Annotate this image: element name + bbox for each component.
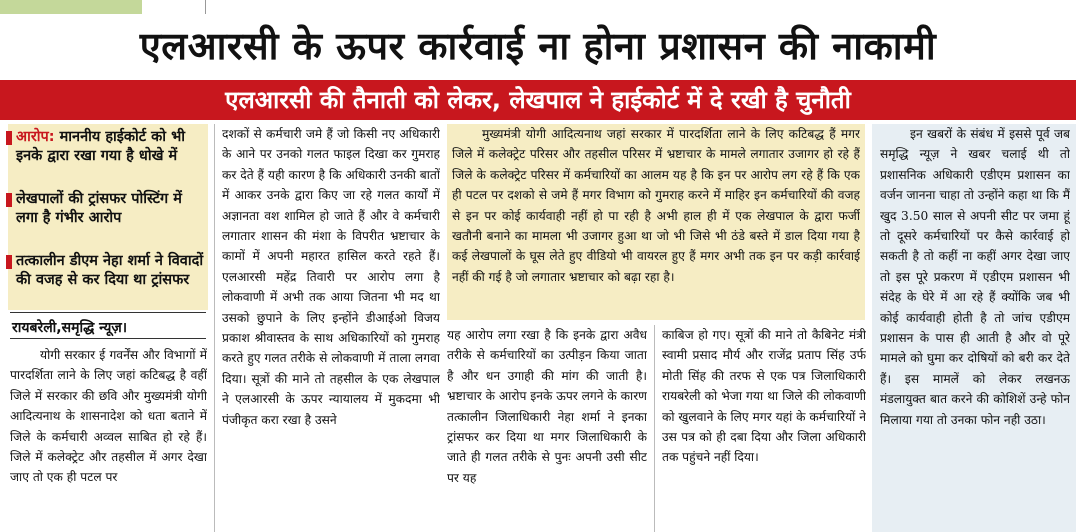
byline-rule — [10, 338, 206, 339]
highlight-item — [16, 190, 206, 228]
article-paragraph: इन खबरों के संबंध में इससे पूर्व जब समृद्धि न्यूज़ ने खबर चलाई थी तो प्रशासनिक अधिकारी एडीएम प्रशासन का वर्जन जानना चाहा तो उन्होंने कहा था कि मैं खुद 3.50 साल से अपनी सीट पर जमा हूं तो दूसरे कर्मचारियों पर कैसे कार्रवाई हो सकती है तो कहीं ना कहीं अगर देखा जाए तो इस पूरे प्रकरण में एडीएम प्रशासन भी संदेह के घेरे में आ रहे हैं क्योंकि जब भी कोई कार्यवाही होती है तो जांच एडीएम प्रशासन के पास ही आती है और वो पूरे मामले को घुमा कर दोषियों को बरी कर देते हैं। इस मामलें को लेकर लखनऊ मंडलायुक्त बात करने की कोशिशें उन्हे फोन मिलाया गया तो उनका फोन नही उठा। — [880, 127, 1070, 427]
article-column — [447, 325, 647, 531]
red-bullet-icon — [6, 131, 12, 145]
red-bullet-icon — [6, 193, 12, 207]
callout-paragraph: मुख्यमंत्री योगी आदित्यनाथ जहां सरकार में पारदर्शिता लाने के लिए कटिबद्ध हैं मगर जिले में कलेक्ट्रेट परिसर और तहसील परिसर में भ्रष्टाचार के मामले लगातार उजागर हो रहे हैं जिले के कलेक्ट्रेट परिसर में कर्मचारियों का आलम यह है कि इन पर आरोप लग रहे हैं कि एक ही पटल पर दशको से जमे हैं मगर विभाग को गुमराह करने में माहिर इन कर्मचारियों की वजह से इन पर कोई कार्यवाही नहीं हो पा रही है अभी हाल ही में एक लेखपाल के द्वारा फर्जी खतौनी बनाने का मामला भी उजागर हुआ था जो भी जिसे भी ठंडे बस्ते में डाल दिया गया है कई लेखपालों के घूस लेते हुए वीडियो भी वायरल हुए हैं मगर अभी तक इन पर कड़ी कार्रवाई नहीं की गई है जो लगातार भ्रष्टाचार को बढ़ा रहा है। — [452, 127, 860, 284]
column-divider — [205, 0, 206, 14]
article-column — [10, 345, 207, 531]
red-bullet-icon — [6, 255, 12, 269]
highlight-item — [16, 252, 206, 290]
highlight-item — [16, 128, 206, 166]
article-paragraph: योगी सरकार ई गवर्नेंस और विभागों में पारदर्शिता लाने के लिए जहां कटिबद्ध है वहीं जिले में सरकार की छवि और मुख्यमंत्री योगी आदित्यनाथ के शासनादेश को धता बताने में जिले के कर्मचारी अव्वल साबित हो रहे हैं। जिले में कलेक्ट्रेट और तहसील में अगर देखा जाए तो एक ही पटल पर — [10, 348, 207, 485]
article-column — [222, 124, 440, 532]
highlight-text: तत्कालीन डीएम नेहा शर्मा ने विवादों की वजह से कर दिया था ट्रांसफर — [16, 253, 204, 288]
article-paragraph: काबिज हो गए। सूत्रों की माने तो कैबिनेट मंत्री स्वामी प्रसाद मौर्य और राजेंद्र प्रताप सिंह उर्फ मोती सिंह की तरफ से एक पत्र जिलाधिकारी रायबरेली को भेजा गया था जिले की लोकवाणी को खुलवाने के लिए मगर यहां के कर्मचारियों ने उस पत्र को ही दबा दिया और जिला अधिकारी तक पहुंचने नहीं दिया। — [662, 328, 866, 465]
headline: एलआरसी के ऊपर कार्रवाई ना होना प्रशासन की नाकामी — [139, 24, 937, 68]
highlight-text: माननीय हाईकोर्ट को भी इनके द्वारा रखा गया है धोखे में — [16, 129, 186, 164]
article-column — [662, 325, 866, 531]
byline-rule — [10, 312, 206, 313]
top-green-band — [0, 0, 142, 14]
byline: रायबरेली,समृद्धि न्यूज़। — [12, 320, 128, 336]
column-divider — [214, 124, 215, 532]
callout-text — [452, 124, 860, 318]
highlight-text: लेखपालों की ट्रांसफर पोस्टिंग में लगा है गंभीर आरोप — [16, 191, 182, 226]
article-column — [880, 124, 1070, 530]
highlight-prefix: आरोप: — [16, 129, 55, 145]
article-paragraph: दशकों से कर्मचारी जमे हैं जो किसी नए अधिकारी के आने पर उनको गलत फाइल दिखा कर गुमराह कर देते हैं यही कारण है कि अधिकारी उनकी बातों में आकर उनके द्वारा किए जा रहे गलत कार्यों में अज्ञानता वश शामिल हो जाते हैं और वे कर्मचारी लगातार शासन की मंशा के विपरीत भ्रष्टाचार के कामों में अपनी महारत हासिल करते रहते हैं। एलआरसी महेंद्र तिवारी पर आरोप लगा है लोकवाणी में अभी तक आया जितना भी मद था उसको छुपाने के लिए इन्होंने डीआईओ विजय प्रकाश श्रीवास्तव के साथ अधिकारियों को गुमराह करते हुए गलत तरीके से लोकवाणी में ताला लगवा दिया। सूत्रों की माने तो तहसील के एक लेखपाल ने एलआरसी के ऊपर न्यायालय में मुकदमा भी पंजीकृत करा रखा है उसने — [222, 127, 440, 427]
article-paragraph: यह आरोप लगा रखा है कि इनके द्वारा अवैध तरीके से कर्मचारियों का उत्पीड़न किया जाता है और धन उगाही की मांग की जाती है। भ्रष्टाचार के आरोप इनके ऊपर लगने के कारण तत्कालीन जिलाधिकारी नेहा शर्मा ने इनका ट्रांसफर कर दिया था मगर जिलाधिकारी के जाते ही गलत तरीके से पुनः अपनी उसी सीट पर यह — [447, 328, 647, 485]
top-strip — [0, 0, 1076, 14]
subheadline-banner: एलआरसी की तैनाती को लेकर, लेखपाल ने हाईकोर्ट में दे रखी है चुनौती — [0, 80, 1076, 120]
column-divider — [654, 325, 655, 532]
